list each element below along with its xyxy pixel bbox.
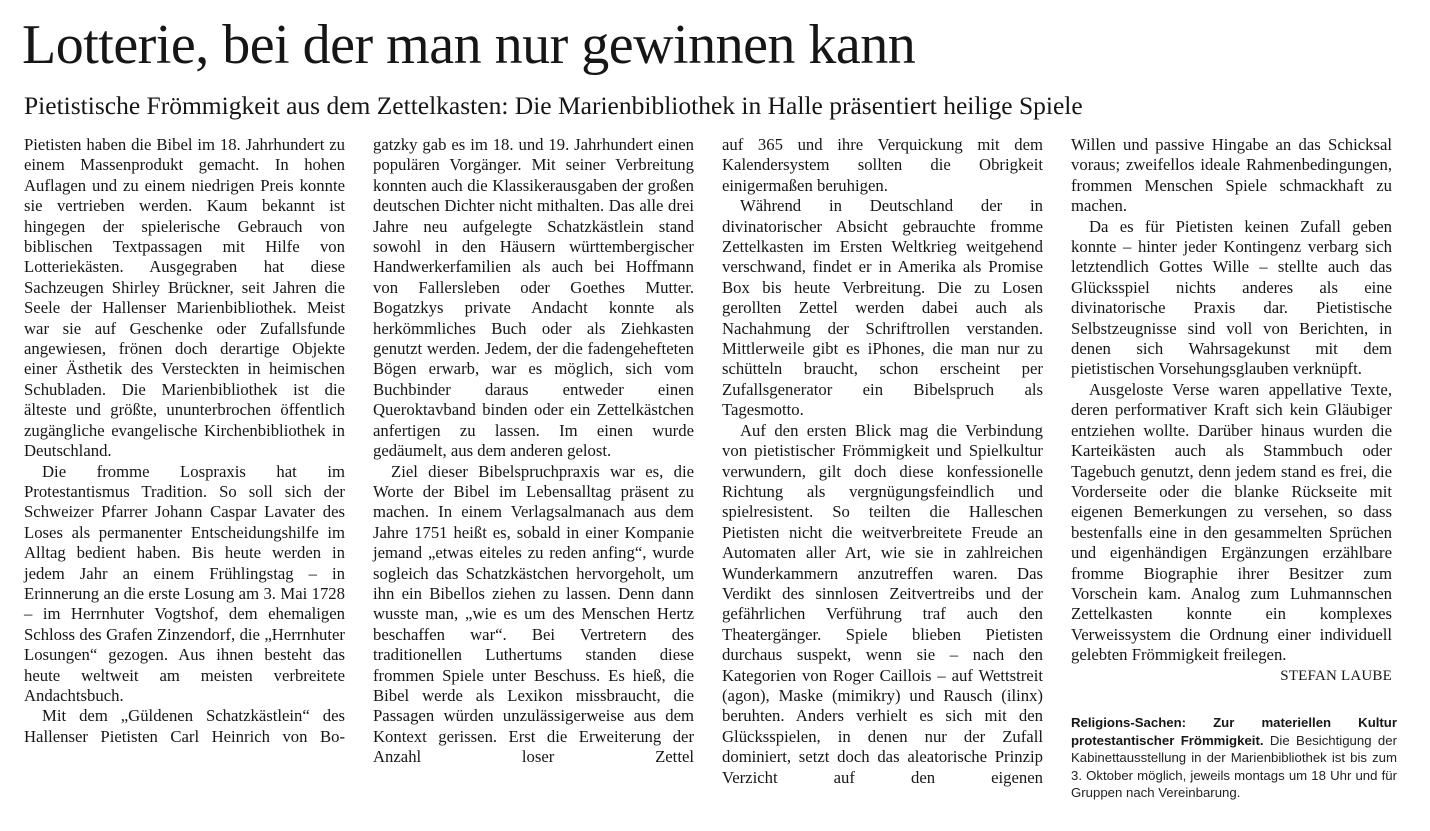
article-paragraph: Die fromme Lospraxis hat im Protestantismus Tradition. So soll sich der Schweizer Pfarrer Johann Caspar Lavater des Loses als permanenter Entscheidungshilfe im Alltag bedient haben. Bis heute werden in jedem Jahr an einem Frühlingstag – in Erinnerung an die erste Losung am 3. Mai 1728 – im Herrnhuter Vogtshof, dem ehemaligen Schloss des Grafen Zinzendorf, die „Herrnhuter Losungen“ gezogen. Aus ihnen besteht das heute weltweit am meisten verbreitete Andachtsbuch. (24, 461, 345, 705)
article-paragraph: Ziel dieser Bibelspruchpraxis war es, die Worte der Bibel im Lebensalltag präsent zu machen. In einem Verlagsalmanach aus dem Jahre 1751 heißt es, sobald in einer Kompanie jemand „etwas eiteles zu reden anfing“, wurde sogleich das Schatzkästchen hervorgeholt, um ihn ein Bibellos ziehen zu lassen. Denn dann wusste man, „wie es um des Menschen Hertz beschaffen war“. Bei Vertretern des traditionellen Luthertums standen diese frommen Spiele unter Beschuss. Es hieß, die Bibel werde als Lexikon missbraucht, die Passagen würden unzulässigerweise aus dem Kontext gerissen. Erst die Erweiterung der Anzahl loser Zettel (373, 461, 694, 767)
article-subheadline: Pietistische Frömmigkeit aus dem Zettelkasten: Die Marienbibliothek in Halle präsentiert heilige Spiele (24, 91, 1083, 120)
article-paragraph: Auf den ersten Blick mag die Verbindung von pietistischer Frömmigkeit und Spielkultur verwundern, gilt doch diese konfessionelle Richtung als vergnügungsfeindlich und spielresistent. So teilten die Halleschen Pietisten nicht die weitverbreitete Freude an Automaten aller Art, wie sie in zahlreichen Wunderkammern anzutreffen waren. Das Verdikt des sinnlosen Zeitvertreibs und der gefährlichen Verführung traf auch den Theatergänger. Spiele blieben Pietisten durchaus suspekt, wenn sie – nach den Kategorien von Roger Caillois – auf Wettstreit (agon), Maske (mimikry) und Rausch (ilinx) beruhten. Anders verhielt es sich mit den Glücksspielen, in denen nur der Zufall dominiert, setzt doch das aleatorische Prinzip Verzicht auf den eigenen (722, 420, 1043, 787)
article-paragraph (1071, 379, 1392, 684)
exhibition-info-box (1071, 714, 1397, 802)
article-paragraph: Willen und passive Hingabe an das Schicksal voraus; zweifellos ideale Rahmenbedingungen, frommen Menschen Spiele schmackhaft zu machen. (1071, 135, 1392, 216)
article-column-4 (1071, 135, 1392, 686)
article-column-2 (373, 135, 694, 768)
article-paragraph: auf 365 und ihre Verquickung mit dem Kalendersystem sollten die Obrigkeit einigermaßen beruhigen. (722, 135, 1043, 195)
article-column-3 (722, 135, 1043, 788)
article-paragraph: Mit dem „Güldenen Schatzkästlein“ des Hallenser Pietisten Carl Heinrich von Bo- (24, 706, 345, 746)
article-paragraph: Während in Deutschland der in divinatorischer Absicht gebrauchte fromme Zettelkasten im Ersten Weltkrieg weitgehend verschwand, findet er in Amerika als Promise Box bis heute Verbreitung. Die zu Losen gerollten Zettel werden dabei auch als Nachahmung der Schriftrollen verstanden. Mittlerweile gibt es iPhones, die man nur zu schütteln braucht, schon erscheint per Zufallsgenerator ein Bibelspruch als Tagesmotto. (722, 196, 1043, 420)
article-paragraph-text: Ausgeloste Verse waren appellative Texte, deren performativer Kraft sich kein Gläubiger entziehen wollte. Darüber hinaus wurden die Karteikästen auch als Stammbuch oder Tagebuch genutzt, denn jedem stand es frei, die Vorderseite oder die blanke Rückseite mit eigenen Bemerkungen zu versehen, so dass bestenfalls eine in den gesammelten Sprüchen und eigenhändigen Ergänzungen erzählbare fromme Biographie ihrer Besitzer zum Vorschein kam. Analog zum Luhmannschen Zettelkasten konnte ein komplexes Verweissystem die Ordnung einer individuell gelebten Frömmigkeit freilegen. (1071, 379, 1392, 665)
article-column-1 (24, 135, 345, 747)
author-signature: STEFAN LAUBE (1280, 667, 1392, 684)
article-headline: Lotterie, bei der man nur gewinnen kann (22, 14, 916, 76)
article-paragraph: Pietisten haben die Bibel im 18. Jahrhundert zu einem Massenprodukt gemacht. In hohen Auflagen und zu einem niedrigen Preis konnte sie vertrieben werden. Kaum bekannt ist hingegen der spielerische Gebrauch von biblischen Textpassagen mit Hilfe von Lotteriekästen. Ausgegraben hat diese Sachzeugen Shirley Brückner, seit Jahren die Seele der Hallenser Marienbibliothek. Meist war sie auf Geschenke oder Zufallsfunde angewiesen, frönen doch derartige Objekte einer Ästhetik des Versteckten in heimischen Schubladen. Die Marienbibliothek ist die älteste und größte, ununterbrochen öffentlich zugängliche evangelische Kirchenbibliothek in Deutschland. (24, 135, 345, 461)
info-heading: Religions-Sachen: Zur materiellen Kultur protestantischer Frömmigkeit. (1071, 715, 1397, 748)
article-paragraph: gatzky gab es im 18. und 19. Jahrhundert einen populären Vorgänger. Mit seiner Verbreitung konnten auch die Klassikerausgaben der großen deutschen Dichter nicht mithalten. Das alle drei Jahre neu aufgelegte Schatzkästlein stand sowohl in den Häusern württembergischer Handwerkerfamilien als auch bei Hoffmann von Fallersleben oder Goethes Mutter. Bogatzkys private Andacht konnte als herkömmliches Buch oder als Ziehkasten genutzt werden. Jedem, der die fadengehefteten Bögen erwarb, war es möglich, sich vom Buchbinder daraus entweder einen Queroktavband binden oder ein Zettelkästchen anfertigen zu lassen. Im einen wurde gedäumelt, aus dem anderen gelost. (373, 135, 694, 461)
info-text: Die Besichtigung der Kabinettausstellung in der Marienbibliothek ist bis zum 3. Oktober möglich, jeweils montags um 18 Uhr und für Gruppen nach Vereinbarung. (1071, 732, 1397, 800)
article-paragraph: Da es für Pietisten keinen Zufall geben konnte – hinter jeder Kontingenz verbarg sich letztendlich Gottes Wille – stellte auch das Glücksspiel nichts anderes als eine divinatorische Praxis dar. Pietistische Selbstzeugnisse sind voll von Berichten, in denen sich Wahrsagekunst mit dem pietistischen Vorsehungsglauben verknüpft. (1071, 216, 1392, 379)
